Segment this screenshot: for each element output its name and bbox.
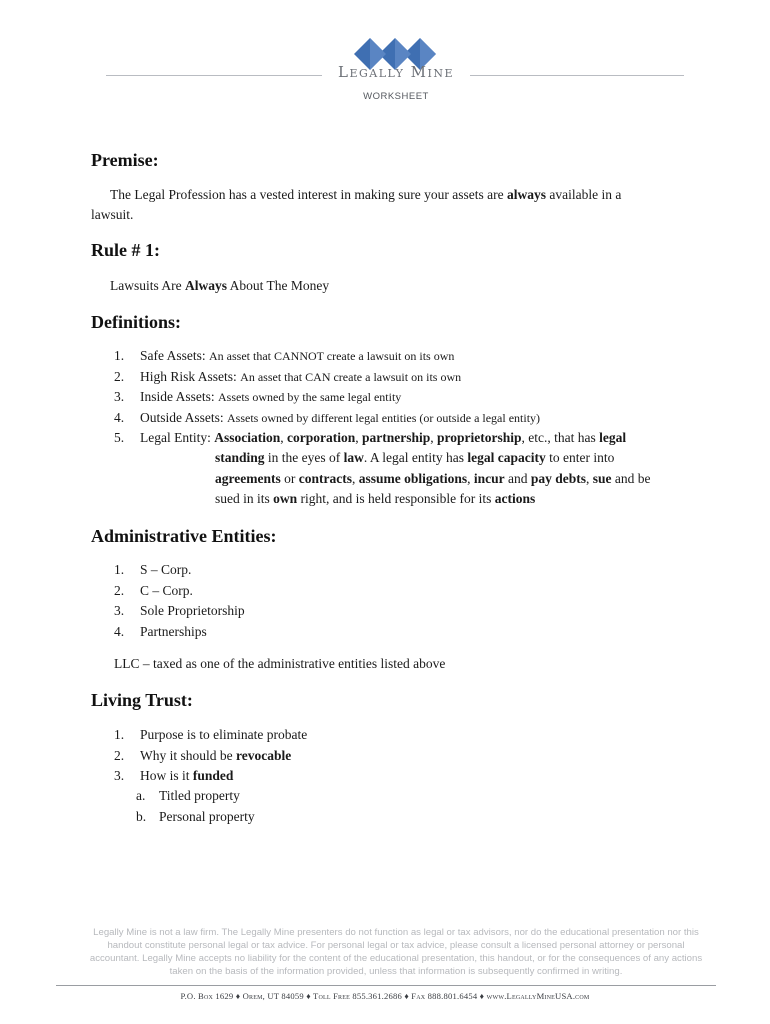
- definitions-heading: Definitions:: [91, 312, 181, 332]
- legal-entity-line1: [114, 428, 714, 449]
- definition-desc: Assets owned by the same legal entity: [218, 390, 402, 404]
- rule1-text: [110, 276, 329, 296]
- premise-heading: Premise:: [91, 150, 159, 170]
- text-part: . A legal entity has: [363, 450, 468, 465]
- premise-text-line2: lawsuit.: [91, 207, 134, 222]
- list-number: 1.: [114, 727, 125, 742]
- text-part: ,: [430, 430, 438, 445]
- text-part: , etc., that has: [521, 430, 600, 445]
- list-item: [114, 346, 540, 367]
- list-letter: b.: [136, 808, 147, 824]
- list-item: [114, 408, 540, 429]
- bold-term: legal: [599, 430, 627, 445]
- list-text: Personal property: [159, 808, 255, 824]
- premise-text-bold: always: [507, 187, 547, 202]
- list-number: 4.: [114, 409, 125, 425]
- premise-text-part: The Legal Profession has a vested interest in making sure your assets are: [110, 187, 508, 202]
- text-part: and: [504, 470, 531, 486]
- legal-entity-definition: [114, 428, 714, 506]
- list-item: [114, 601, 245, 622]
- list-number: 5.: [114, 430, 125, 445]
- text-part: sued in its: [215, 491, 274, 506]
- list-number: 3.: [114, 389, 125, 404]
- list-text: C – Corp.: [140, 582, 193, 598]
- bold-term: own: [273, 491, 298, 506]
- list-text: S – Corp.: [140, 562, 192, 577]
- list-item: [114, 725, 307, 746]
- llc-note: LLC – taxed as one of the administrative entities listed above: [114, 656, 446, 671]
- disclaimer-text: Legally Mine is not a law firm. The Legally Mine presenters do not function as legal or tax advisors, nor do the educational presentation nor this handout constitute personal legal or tax advice. For personal legal or tax advice, please consult a licensed personal attorney or personal accountant. Legally Mine accepts no liability for the content of the educational presentation, this handout, or for the consequences of any actions taken on the basis of the information provided, unless that information is subsequently confirmed in writing.: [89, 927, 703, 977]
- premise-text: [110, 185, 621, 205]
- definitions-list: [114, 346, 540, 428]
- list-text-bold: revocable: [236, 747, 292, 763]
- rule1-heading: Rule # 1:: [91, 240, 160, 260]
- header-rule-right: [470, 75, 684, 76]
- footer-rule: [56, 985, 716, 986]
- contact-footer: P.O. Box 1629 ♦ Orem, UT 84059 ♦ Toll Free 855.361.2686 ♦ Fax 888.801.6454 ♦ www.LegallyMineUSA.com: [180, 991, 590, 1001]
- text-part: ,: [351, 470, 359, 486]
- bold-term: agreements: [215, 470, 281, 486]
- list-item: [114, 746, 307, 767]
- list-item: [114, 581, 245, 602]
- list-item: [114, 560, 245, 581]
- text-part: ,: [280, 430, 287, 445]
- definition-term: High Risk Assets:: [140, 368, 241, 384]
- text-part: and be: [611, 470, 651, 486]
- list-item: [114, 622, 245, 643]
- bold-term: Association: [214, 430, 281, 445]
- bold-term: corporation: [287, 430, 356, 445]
- trust-sublist: [136, 786, 255, 827]
- bold-term: law: [343, 450, 364, 465]
- list-number: 2.: [114, 747, 125, 763]
- text-part: right, and is held responsible for its: [297, 491, 495, 506]
- list-item: [114, 766, 307, 787]
- list-text-bold: funded: [192, 768, 234, 783]
- text-part: or: [280, 470, 299, 486]
- definition-term: Legal Entity:: [140, 430, 215, 445]
- bold-term: pay debts: [530, 470, 587, 486]
- admin-heading: Administrative Entities:: [91, 526, 277, 546]
- list-item: [136, 786, 255, 807]
- list-text: Purpose is to eliminate probate: [140, 727, 308, 742]
- bold-term: standing: [215, 450, 265, 465]
- definition-term: Safe Assets:: [140, 348, 209, 363]
- text-part: ,: [355, 430, 362, 445]
- bold-term: legal capacity: [467, 450, 546, 465]
- legal-entity-continuation: [215, 448, 705, 510]
- list-text: How is it: [140, 768, 193, 783]
- bold-term: partnership: [362, 430, 431, 445]
- legal-entity-line3: [215, 469, 705, 490]
- bold-term: actions: [494, 491, 536, 506]
- rule1-text-bold: Always: [185, 278, 228, 293]
- text-part: ,: [586, 470, 593, 486]
- list-number: 2.: [114, 368, 125, 384]
- legal-entity-line4: [215, 489, 705, 510]
- worksheet-label: WORKSHEET: [363, 91, 429, 102]
- list-item: [136, 807, 255, 828]
- list-text: Titled property: [159, 788, 240, 803]
- text-part: to enter into: [545, 450, 615, 465]
- list-number: 1.: [114, 348, 125, 363]
- legal-entity-line2: [215, 448, 705, 469]
- bold-term: assume obligations: [358, 470, 468, 486]
- text-part: in the eyes of: [264, 450, 344, 465]
- definition-term: Outside Assets:: [140, 409, 228, 425]
- rule1-text-part: Lawsuits Are: [110, 278, 185, 293]
- list-number: 1.: [114, 562, 125, 577]
- bold-term: incur: [473, 470, 505, 486]
- trust-list: [114, 725, 307, 787]
- header-rule-left: [106, 75, 322, 76]
- rule1-text-part: About The Money: [227, 278, 330, 293]
- bold-term: contracts: [298, 470, 352, 486]
- list-text: Sole Proprietorship: [140, 603, 245, 618]
- bold-term: proprietorship: [437, 430, 522, 445]
- admin-list: [114, 560, 245, 642]
- list-letter: a.: [136, 788, 146, 803]
- definition-desc: An asset that CANNOT create a lawsuit on its own: [209, 349, 455, 363]
- list-text: Partnerships: [140, 623, 207, 639]
- list-item: [114, 367, 540, 388]
- definition-desc: An asset that CAN create a lawsuit on its own: [240, 369, 462, 384]
- list-item: [114, 387, 540, 408]
- list-number: 2.: [114, 582, 125, 598]
- text-part: ,: [467, 470, 474, 486]
- definition-term: Inside Assets:: [140, 389, 219, 404]
- definition-desc: Assets owned by different legal entities (or outside a legal entity): [227, 410, 541, 425]
- premise-text-part: available in a: [546, 187, 622, 202]
- list-number: 3.: [114, 603, 125, 618]
- list-text: Why it should be: [140, 747, 236, 763]
- bold-term: sue: [592, 470, 612, 486]
- brand-name: Legally Mine: [337, 63, 455, 81]
- list-number: 4.: [114, 623, 125, 639]
- trust-heading: Living Trust:: [91, 690, 193, 710]
- list-number: 3.: [114, 768, 125, 783]
